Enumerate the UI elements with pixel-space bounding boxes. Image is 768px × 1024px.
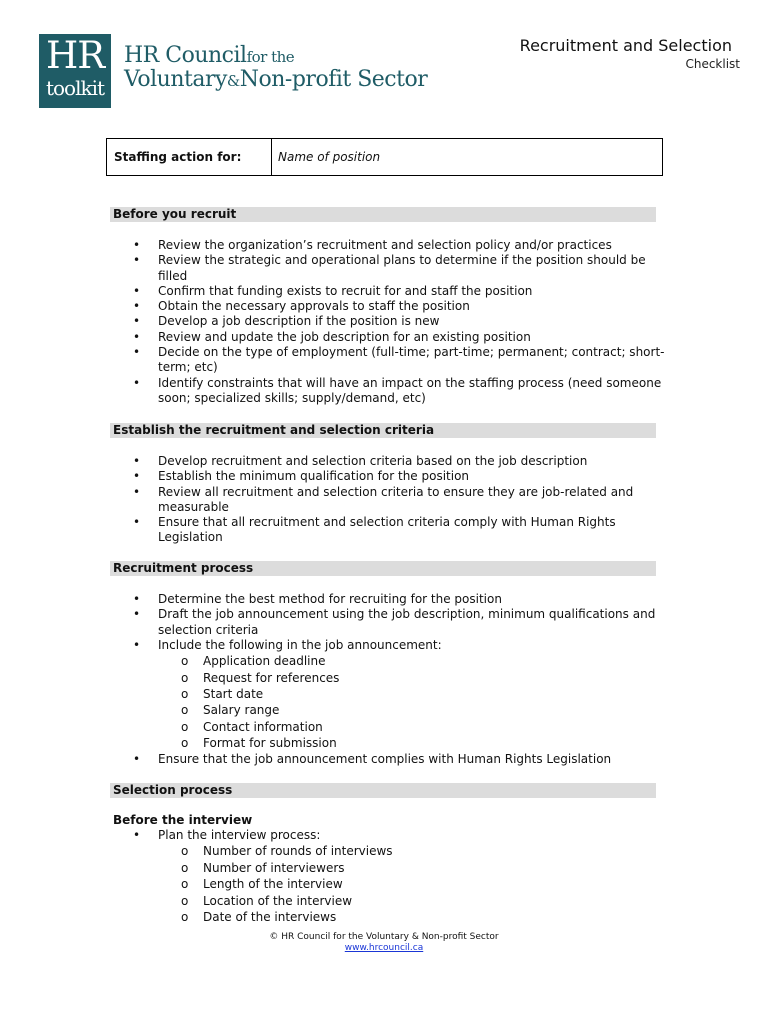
- hr-toolkit-logo: [39, 34, 111, 108]
- sub-list-item: o Contact information: [0, 719, 678, 735]
- list-item: • Review the organization’s recruitment and selection policy and/or practices: [0, 238, 678, 253]
- list-item: • Plan the interview process:: [0, 828, 678, 843]
- org-name: [124, 45, 427, 93]
- sub-list-item: o Application deadline: [0, 653, 678, 669]
- sub-list-item: o Number of rounds of interviews: [0, 843, 678, 859]
- section-before-you-recruit: Before you recruit: [110, 207, 656, 222]
- list-item: • Ensure that all recruitment and selection criteria comply with Human Rights Legislation: [0, 515, 678, 546]
- list-item: • Include the following in the job announcement:: [0, 638, 678, 653]
- document-title: Recruitment and Selection: [519, 36, 732, 55]
- sub-list-item: o Length of the interview: [0, 876, 678, 892]
- sub-list-item: o Location of the interview: [0, 893, 678, 909]
- sub-list-item: o Number of interviewers: [0, 860, 678, 876]
- list-item: • Decide on the type of employment (full-time; part-time; permanent; contract; short-term; etc): [0, 345, 678, 376]
- sub-list-item: o Request for references: [0, 670, 678, 686]
- section-selection-process: Selection process: [110, 783, 656, 798]
- before-recruit-list: [0, 238, 678, 406]
- org-name-for-the: for the: [246, 48, 295, 66]
- footer-copyright: © HR Council for the Voluntary & Non-profit Sector: [269, 932, 499, 942]
- selection-list: [0, 828, 678, 925]
- list-item: • Obtain the necessary approvals to staff the position: [0, 299, 678, 314]
- org-name-ampersand: &: [226, 72, 240, 90]
- position-name-field[interactable]: Name of position: [278, 150, 381, 164]
- list-item: • Establish the minimum qualification for the position: [0, 469, 678, 484]
- staffing-action-label: Staffing action for:: [107, 139, 272, 175]
- before-interview-heading: Before the interview: [113, 813, 253, 827]
- section-selection-criteria: Establish the recruitment and selection criteria: [110, 423, 656, 438]
- footer-website-link[interactable]: www.hrcouncil.ca: [344, 943, 424, 953]
- staffing-action-table: [106, 138, 663, 176]
- section-recruitment-process: Recruitment process: [110, 561, 656, 576]
- criteria-list: [0, 454, 678, 546]
- logo-hr-text: HR: [45, 34, 105, 77]
- list-item: • Develop recruitment and selection criteria based on the job description: [0, 454, 678, 469]
- sub-list-item: o Start date: [0, 686, 678, 702]
- list-item: • Determine the best method for recruiting for the position: [0, 592, 678, 607]
- recruitment-list: [0, 592, 678, 767]
- org-name-sector: Non-profit Sector: [239, 67, 428, 92]
- sub-list-item: o Date of the interviews: [0, 909, 678, 925]
- sub-list-item: o Format for submission: [0, 735, 678, 751]
- list-item: • Ensure that the job announcement complies with Human Rights Legislation: [0, 752, 678, 767]
- list-item: • Review and update the job description for an existing position: [0, 330, 678, 345]
- org-name-main: HR Council: [124, 43, 247, 68]
- document-subtitle: Checklist: [685, 57, 740, 71]
- list-item: • Identify constraints that will have an impact on the staffing process (need someone soon; specialized skills; supply/demand, etc): [0, 376, 678, 407]
- list-item: • Develop a job description if the position is new: [0, 314, 678, 329]
- list-item: • Draft the job announcement using the job description, minimum qualifications and selection criteria: [0, 607, 678, 638]
- list-item: • Review the strategic and operational plans to determine if the position should be filled: [0, 253, 678, 284]
- list-item: • Confirm that funding exists to recruit for and staff the position: [0, 284, 678, 299]
- logo-toolkit-text: toolkit: [45, 76, 105, 100]
- sub-list-item: o Salary range: [0, 702, 678, 718]
- list-item: • Review all recruitment and selection criteria to ensure they are job-related and measurable: [0, 485, 678, 516]
- org-name-voluntary: Voluntary: [124, 67, 227, 92]
- page-footer: [0, 932, 768, 954]
